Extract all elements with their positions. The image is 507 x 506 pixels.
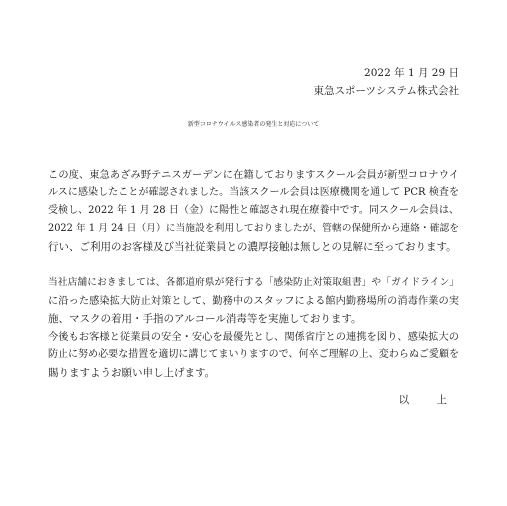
document-date: 2022 年 1 月 29 日: [364, 67, 459, 79]
paragraph-2-line-2: に沿った感染拡大防止対策として、勤務中のスタッフによる館内勤務場所の消毒作業の実: [48, 295, 459, 307]
paragraph-1-line-1: この度、東急あざみ野テニスガーデンに在籍しておりますスクール会員が新型コロナウイ: [48, 169, 459, 181]
paragraph-1-line-3: 受検し、2022 年 1 月 28 日（金）に陽性と確認され現在療養中です。同スクール会員は、: [48, 205, 459, 216]
paragraph-3-line-2: 防止に努め必要な措置を適切に講じてまいりますので、何卒ご理解の上、変わらぬご愛顧を: [48, 349, 459, 360]
paragraph-1-line-4: 2022 年 1 月 24 日（月）に当施設を利用しておりましたが、管轄の保健所から連絡・確認を: [48, 223, 459, 234]
closing-mark: 以 上: [398, 394, 459, 406]
paragraph-2-line-3: 施、マスクの着用・手指のアルコール消毒等を実施しております。: [48, 313, 362, 325]
document-title: 新型コロナウイルス感染者の発生と対応について: [187, 121, 320, 128]
company-name: 東急スポーツシステム株式会社: [313, 85, 459, 97]
paragraph-1-line-2: ルスに感染したことが確認されました。当該スクール会員は医療機関を通して PCR 検査を: [48, 187, 459, 198]
paragraph-3-line-3: 賜りますようお願い申し上げます。: [48, 367, 216, 379]
paragraph-3-line-1: 今後もお客様と従業員の安全・安心を最優先とし、関係省庁との連携を図り、感染拡大の: [48, 331, 459, 343]
paragraph-2-line-1: 当社店舗におきましては、各都道府県が発行する「感染防止対策取組書」や「ガイドライン」: [48, 277, 459, 288]
paragraph-1-line-5: 行い、ご利用のお客様及び当社従業員との濃厚接触は無しとの見解に至っております。: [48, 241, 457, 253]
